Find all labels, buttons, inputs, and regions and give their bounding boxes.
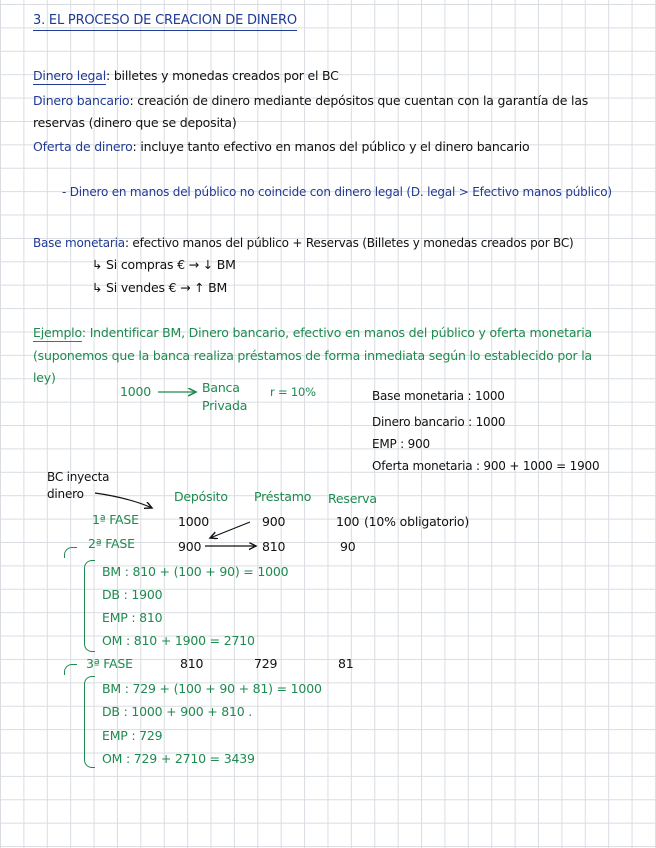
phase-2-om: OM : 810 + 1900 = 2710	[102, 633, 255, 648]
example-line-2: (suponemos que la banca realiza préstamos de forma inmediata según lo establecido por la	[33, 348, 592, 363]
header-reserva: Reserva	[328, 491, 377, 506]
phase-2-emp: EMP : 810	[102, 610, 163, 625]
phase-1-deposito: 1000	[178, 514, 210, 529]
definition-oferta-dinero: Oferta de dinero: incluye tanto efectivo en manos del público y el dinero bancario	[33, 139, 530, 154]
summary-oferta-monetaria: Oferta monetaria : 900 + 1000 = 1900	[372, 459, 600, 473]
phase-1-reserva: 100	[336, 514, 360, 529]
summary-base-monetaria: Base monetaria : 1000	[372, 389, 505, 403]
bc-inject-arrow	[95, 493, 152, 508]
summary-dinero-bancario: Dinero bancario : 1000	[372, 415, 506, 429]
phase-3-bracket-top	[64, 664, 77, 675]
term-dinero-bancario: Dinero bancario	[33, 93, 130, 108]
phase-3-reserva: 81	[338, 656, 354, 671]
bc-label-2: dinero	[47, 487, 84, 501]
phase-2-brace	[84, 560, 95, 652]
phase-3-label: 3ª FASE	[86, 656, 133, 671]
phase-2-db: DB : 1900	[102, 587, 163, 602]
definition-dinero-legal: Dinero legal: billetes y monedas creados por el BC	[33, 68, 339, 83]
header-prestamo: Préstamo	[254, 489, 312, 504]
definition-dinero-bancario: Dinero bancario: creación de dinero mediante depósitos que cuentan con la garantía de las	[33, 93, 589, 108]
phase-3-db: DB : 1000 + 900 + 810 .	[102, 704, 253, 719]
phase-1-label: 1ª FASE	[92, 512, 139, 527]
base-monetaria-definition: Base monetaria: efectivo manos del público + Reservas (Billetes y monedas creados por BC)	[33, 236, 574, 250]
phase-2-reserva: 90	[340, 539, 356, 554]
phase-3-om: OM : 729 + 2710 = 3439	[102, 751, 255, 766]
base-buy-rule: ↳ Si compras € → ↓ BM	[92, 257, 236, 272]
term-oferta-dinero: Oferta de dinero	[33, 139, 133, 154]
term-base-monetaria: Base monetaria	[33, 236, 125, 250]
definition-dinero-bancario-cont: reservas (dinero que se deposita)	[33, 115, 237, 130]
phase-3-prestamo: 729	[254, 656, 278, 671]
bank-label-1: Banca	[202, 380, 240, 395]
phase-2-prestamo: 810	[262, 539, 286, 554]
phase-1-note: (10% obligatorio)	[364, 514, 470, 529]
summary-emp: EMP : 900	[372, 437, 430, 451]
example-amount: 1000	[120, 384, 152, 399]
phase-2-deposito: 900	[178, 539, 202, 554]
example-line-3: ley)	[33, 370, 56, 385]
phase-2-bracket-top	[64, 547, 77, 558]
phase-1-prestamo: 900	[262, 514, 286, 529]
example-label: Ejemplo	[33, 325, 82, 340]
term-dinero-legal: Dinero legal	[33, 68, 107, 83]
bank-label-2: Privada	[202, 398, 248, 413]
example-line-1: Ejemplo: Indentificar BM, Dinero bancario, efectivo en manos del público y oferta monetaria	[33, 325, 592, 340]
note-dinero-legal: - Dinero en manos del público no coincide con dinero legal (D. legal > Efectivo manos público)	[62, 185, 612, 199]
base-sell-rule: ↳ Si vendes € → ↑ BM	[92, 280, 228, 295]
phase-2-bm: BM : 810 + (100 + 90) = 1000	[102, 564, 289, 579]
reserve-rate: r = 10%	[270, 385, 316, 399]
phase-3-emp: EMP : 729	[102, 728, 163, 743]
bc-label-1: BC inyecta	[47, 470, 110, 484]
prestamo-to-deposito-arrow	[210, 522, 250, 538]
header-deposito: Depósito	[174, 489, 228, 504]
phase-3-deposito: 810	[180, 656, 204, 671]
phase-2-label: 2ª FASE	[88, 536, 135, 551]
phase-3-bm: BM : 729 + (100 + 90 + 81) = 1000	[102, 681, 322, 696]
phase-3-brace	[84, 676, 95, 768]
page-title: 3. EL PROCESO DE CREACION DE DINERO	[33, 13, 297, 31]
